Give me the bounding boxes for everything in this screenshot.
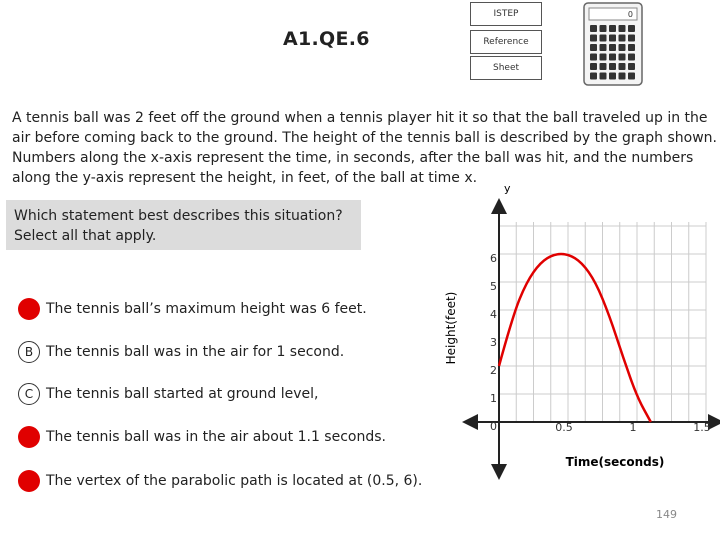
calculator-key	[600, 73, 607, 80]
calculator-key	[609, 44, 616, 51]
choice-e-text: The vertex of the parabolic path is located at (0.5, 6).	[46, 473, 423, 489]
choice-a-letter: A	[24, 302, 34, 316]
reference-button[interactable]	[470, 30, 542, 54]
choice-b-text: The tennis ball was in the air for 1 second.	[46, 344, 345, 360]
istep-label: ISTEP	[493, 9, 519, 19]
choice-d-bubble[interactable]	[18, 426, 40, 448]
calculator-key	[609, 63, 616, 70]
y-tick-label: 2	[490, 364, 497, 377]
sheet-label: Sheet	[492, 63, 520, 73]
choice-d[interactable]	[18, 426, 386, 448]
choice-e[interactable]	[18, 470, 422, 492]
question-prompt	[6, 200, 361, 250]
calculator-key	[609, 25, 616, 32]
height-time-graph	[430, 182, 720, 480]
choice-c-text: The tennis ball started at ground level,	[46, 386, 319, 402]
calculator-key	[590, 63, 597, 70]
x-axis-label: Time(seconds)	[565, 455, 665, 469]
calculator-key	[609, 35, 616, 42]
question-stem: A tennis ball was 2 feet off the ground when a tennis player hit it so that the ball traveled up in the air before coming back to the ground. The height of the tennis ball is described by the graph shown. Numbers along the x-axis represent the time, in seconds, after the ball was hit, and the numbers along the y-axis represent the height, in feet, of the ball at time x.	[12, 110, 717, 186]
istep-button[interactable]	[470, 2, 542, 26]
calculator-key	[600, 63, 607, 70]
calculator-key	[619, 54, 626, 61]
calculator-key	[600, 54, 607, 61]
prompt-line-2: Select all that apply.	[14, 228, 157, 244]
y-tick-label: 3	[490, 336, 497, 349]
calculator-key	[628, 44, 635, 51]
page-number: 149	[656, 508, 677, 521]
choice-b[interactable]	[18, 341, 344, 363]
choice-e-letter: E	[25, 474, 33, 488]
y-tick-label: 5	[490, 280, 497, 293]
y-axis-label: Height(feet)	[444, 291, 458, 365]
calculator-key	[600, 35, 607, 42]
calculator-key	[600, 44, 607, 51]
calculator-key	[619, 63, 626, 70]
calculator-key	[628, 63, 635, 70]
choice-a-text: The tennis ball’s maximum height was 6 feet.	[46, 301, 367, 317]
x-tick-label: 1	[629, 421, 637, 434]
choice-a[interactable]	[18, 298, 367, 320]
y-axis-letter: y	[504, 182, 511, 195]
calculator-key	[628, 35, 635, 42]
choice-b-bubble[interactable]	[18, 341, 40, 363]
question-id: A1.QE.6	[283, 28, 370, 50]
y-tick-label: 6	[490, 252, 497, 265]
reference-label: Reference	[483, 37, 529, 47]
x-tick-label: 1.5	[693, 421, 711, 434]
calculator-key	[590, 54, 597, 61]
choice-c-bubble[interactable]	[18, 383, 40, 405]
calculator-key	[590, 73, 597, 80]
prompt-line-1: Which statement best describes this situation?	[14, 208, 343, 224]
calculator-key	[619, 35, 626, 42]
calculator-key	[619, 44, 626, 51]
y-tick-label: 4	[490, 308, 497, 321]
calculator-key	[619, 25, 626, 32]
x-tick-label: 0	[490, 420, 497, 433]
choice-a-bubble[interactable]	[18, 298, 40, 320]
sheet-button[interactable]	[470, 56, 542, 80]
choice-e-bubble[interactable]	[18, 470, 40, 492]
calculator-key	[609, 54, 616, 61]
choice-d-letter: D	[24, 430, 34, 444]
calculator-key	[590, 35, 597, 42]
calculator-icon[interactable]	[583, 2, 643, 86]
choice-b-letter: B	[24, 345, 34, 359]
choice-d-text: The tennis ball was in the air about 1.1 seconds.	[46, 429, 386, 445]
choice-c-letter: C	[24, 387, 34, 401]
x-tick-label: 0.5	[555, 421, 573, 434]
calculator-key	[590, 44, 597, 51]
calculator-key	[628, 25, 635, 32]
calculator-key	[628, 54, 635, 61]
calculator-key	[609, 73, 616, 80]
calculator-key	[600, 25, 607, 32]
choice-c[interactable]	[18, 383, 318, 405]
calculator-key	[619, 73, 626, 80]
calculator-key	[628, 73, 635, 80]
y-tick-label: 1	[490, 392, 497, 405]
calculator-key	[590, 25, 597, 32]
calculator-display: 0	[627, 10, 633, 19]
